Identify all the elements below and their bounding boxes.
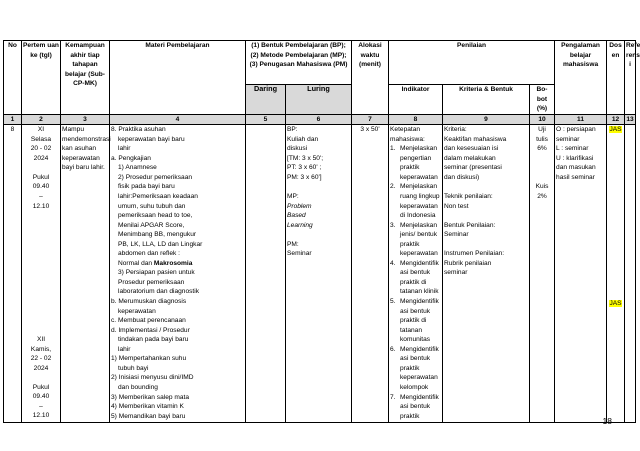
indikator-line: 2. Menjelaskan [390,183,438,191]
kemampuan-line: Mampu [62,126,84,134]
materi-line: laboratorium dan diagnostik [118,288,200,296]
column-number: 10 [530,114,555,125]
header-luring: Luring [286,85,352,115]
indikator-line: praktik [400,364,420,372]
header-alokasi: Alokasi waktu (menit) [352,41,389,115]
indikator-intro-line: mahasiswa: [390,135,425,143]
indikator-line: tatanan klinik [400,288,439,296]
luring-line: Seminar [287,250,312,258]
indikator-line: pengertian [400,154,432,162]
kriteria-line: Bentuk Penilaian: [444,221,496,229]
column-number: 12 [607,114,625,125]
meeting-line: – [39,402,43,410]
column-number: 9 [443,114,530,125]
luring-line: [TM: 3 x 50'; [287,154,324,162]
kriteria-line: dalam melakukan [444,154,496,162]
indikator-line: asi bentuk [400,403,431,411]
kemampuan-line: kan asuhan [62,145,97,153]
bobot-line: 6% [537,145,547,153]
pengalaman-cell [555,125,607,423]
materi-line: tindakan pada bayi baru [118,336,189,344]
header-materi: Materi Pembelajaran [110,41,246,115]
kriteria-line: dan kesesuaian isi [444,145,499,153]
indikator-line: jenis/ bentuk [400,231,438,239]
indikator-number: 6. [390,345,396,353]
column-number: 1 [4,114,22,125]
bobot-line [531,173,553,183]
kriteria-line: Rubrik penilaian [444,259,492,267]
meeting-line: 09.40 [32,393,50,401]
materi-cell [110,125,246,423]
indikator-line: keperawatan [400,250,438,258]
row-no: 8 [4,125,22,423]
indikator-line: di Indonesia [400,212,436,220]
column-number: 8 [389,114,443,125]
indikator-line: asi bentuk [400,269,431,277]
kriteria-line [444,211,528,221]
meeting-line [23,163,59,173]
indikator-line: ruang lingkup [400,193,440,201]
column-number: 3 [61,114,110,125]
pengalaman-line: U : klarifikasi [556,154,594,162]
kemampuan-line: bayi baru lahir. [62,164,105,172]
meeting-block-1 [23,125,59,211]
indikator-line: praktik [400,412,420,420]
header-referensi: Refe rens i [625,41,636,115]
materi-line: c. Membuat perencanaan [111,317,186,325]
kemampuan-cell [61,125,110,423]
dosen-cell [607,125,625,423]
meeting-line [23,373,59,383]
materi-line: 5) Memandikan bayi baru [111,412,186,420]
indikator-line: asi bentuk [400,355,431,363]
kriteria-cell [443,125,530,423]
header-pertemuan: Pertem uan ke (tgl) [22,41,61,115]
indikator-line: asi bentuk [400,307,431,315]
materi-line: umum, suhu tubuh dan [118,202,186,210]
luring-line: Based [287,212,306,220]
indikator-number: 7. [390,393,396,401]
kemampuan-line: keperawatan [62,154,100,162]
indikator-number: 1. [390,145,396,153]
meeting-line: XII [36,336,46,344]
materi-line: lahir [118,345,131,353]
materi-line: 3) Memberikan salep mata [111,393,190,401]
column-number: 11 [555,114,607,125]
header-pengalaman: Pengalaman belajar mahasiswa [555,41,607,115]
pengalaman-line: O : persiapan [556,126,596,134]
materi-bold-term: Makrosomia [153,259,193,267]
kriteria-line: Teknik penilaian: [444,193,493,201]
header-bobot: Bo- bot (%) [530,85,555,115]
materi-line: keperawatan bayi baru [118,135,185,143]
kemampuan-line: mendemonstrasi [62,135,111,143]
indikator-line: praktik [400,240,420,248]
meeting-line: 22 - 02 [30,355,52,363]
bobot-line [531,154,553,164]
indikator-line: praktik di [400,278,427,286]
luring-line: MP: [287,193,299,201]
indikator-line: keperawatan [400,374,438,382]
column-number: 6 [286,114,352,125]
meeting-line: Pukul [32,173,50,181]
luring-line: Problem [287,202,312,210]
kriteria-line [444,240,528,250]
materi-line: dan bounding [118,383,158,391]
indikator-number: 5. [390,298,396,306]
indikator-line: praktik di [400,317,427,325]
materi-line: 1) Anamnese [118,164,157,172]
materi-line: Menimbang BB, mengukur [118,231,197,239]
dosen-badge: JAS [609,126,622,134]
header-dosen: Dos en [607,41,625,115]
column-number: 13 [625,114,636,125]
kriteria-line: Instrumen Penilaian: [444,250,505,258]
meeting-block-2 [23,335,59,421]
indikator-line: 7. Mengidentifik [390,393,439,401]
meeting-line: XI [37,126,45,134]
meeting-line: 12.10 [32,202,50,210]
indikator-number: 4. [390,259,396,267]
materi-line: fisik pada bayi baru [118,183,175,191]
kriteria-line: seminar (presentasi [444,164,502,172]
daring-cell [246,125,286,423]
materi-line: 8. Praktika asuhan [111,126,166,134]
meeting-line: Selasa [30,135,52,143]
pengalaman-line: L : seminar [556,145,589,153]
bobot-line: Uji [538,126,546,134]
header-no: No [4,41,22,115]
meeting-line: 12.10 [32,412,50,420]
header-penilaian: Penilaian [389,41,555,85]
materi-line: Menilai APGAR Score, [118,221,185,229]
indikator-line: komunitas [400,336,431,344]
meeting-line: Pukul [32,383,50,391]
header-indikator: Indikator [389,85,443,115]
luring-line [287,182,350,192]
indikator-line: 5. Mengidentifik [390,298,439,306]
materi-line: PB, LK, LLA, LD dan Lingkar [118,240,203,248]
materi-line: b. Merumuskan diagnosis [111,298,187,306]
header-daring: Daring [246,85,286,115]
materi-line: Prosedur pemeriksaan [118,278,185,286]
indikator-line: tatanan [400,326,422,334]
materi-line: 2) Prosedur pemeriksaan [118,173,193,181]
materi-line: d. Implementasi / Prosedur [111,326,190,334]
meeting-line: 09.40 [32,183,50,191]
rps-table [3,40,640,423]
bobot-line [531,163,553,173]
header-bentuk: (1) Bentuk Pembelajaran (BP); (2) Metode Pembelajaran (MP); (3) Penugasan Mahasiswa (PM) [246,41,352,85]
indikator-line: keperawatan [400,173,438,181]
indikator-line: 3. Menjelaskan [390,221,438,229]
luring-line: PM: [287,240,299,248]
materi-line: a. Pengkajian [111,154,151,162]
page-number: 18 [602,416,612,426]
materi-line: Normal dan Makrosomia [118,259,193,267]
materi-line: 4) Memberikan vitamin K [111,403,184,411]
column-number: 2 [22,114,61,125]
kriteria-line: Kriteria: [444,126,467,134]
luring-line [287,230,350,240]
luring-line: diskusi [287,145,308,153]
indikator-number: 2. [390,183,396,191]
kriteria-line: dan diskusi) [444,173,480,181]
luring-cell [286,125,352,423]
kriteria-line: Seminar [444,231,469,239]
column-number: 5 [246,114,286,125]
meeting-line: Kamis, [30,345,52,353]
bobot-cell [530,125,555,423]
kriteria-line [444,182,528,192]
indikator-line: kelompok [400,383,429,391]
indikator-line: 1. Menjelaskan [390,145,438,153]
indikator-line: keperawatan [400,202,438,210]
materi-line: 3) Persiapan pasien untuk [118,269,195,277]
indikator-line: 6. Mengidentifik [390,345,439,353]
bobot-line: tulis [536,135,548,143]
indikator-number: 3. [390,221,396,229]
luring-line: Learning [287,221,313,229]
pengalaman-line: hasil seminar [556,173,595,181]
dosen-badge: JAS [609,299,622,307]
meeting-line: 2024 [33,364,49,372]
meeting-line: – [39,193,43,201]
luring-line: Kuliah dan [287,135,319,143]
bobot-line: 2% [537,193,547,201]
referensi-cell [625,125,636,423]
kriteria-line: seminar [444,269,468,277]
materi-line: 1) Mempertahankan suhu [111,355,187,363]
materi-line: pemeriksaan head to toe, [118,212,193,220]
luring-line: PT: 3 x 60' ; [287,164,322,172]
luring-line: BP: [287,126,298,134]
materi-line: keperawatan [118,307,156,315]
pengalaman-line: dan masukan [556,164,596,172]
materi-line: abdomen dan reflek : [118,250,180,258]
meeting-line: 20 - 02 [30,145,52,153]
column-number: 7 [352,114,389,125]
column-number: 4 [110,114,246,125]
indikator-intro-line: Ketepatan [390,126,421,134]
kriteria-line: Non test [444,202,469,210]
materi-line: lahir [118,145,131,153]
meeting-line: 2024 [33,154,49,162]
indikator-line: 4. Mengidentifik [390,259,439,267]
luring-line: PM: 3 x 60'] [287,173,322,181]
header-kriteria: Kriteria & Bentuk [443,85,530,115]
indikator-cell [389,125,443,423]
pengalaman-line: seminar [556,135,580,143]
indikator-line: praktik [400,164,420,172]
alokasi-cell: 3 x 50' [352,125,389,423]
meeting-cell [22,125,61,423]
kriteria-line: Keaktifan mahasiswa [444,135,507,143]
bobot-line: Kuis [535,183,549,191]
materi-line: lahir:Pemeriksaan keadaan [118,193,198,201]
header-kemampuan: Kemampuan akhir tiap tahapan belajar (Sub-CP-MK) [61,41,110,115]
materi-line: tubuh bayi [118,364,149,372]
materi-line: 2) Inisiasi menyusu dini/IMD [111,374,194,382]
